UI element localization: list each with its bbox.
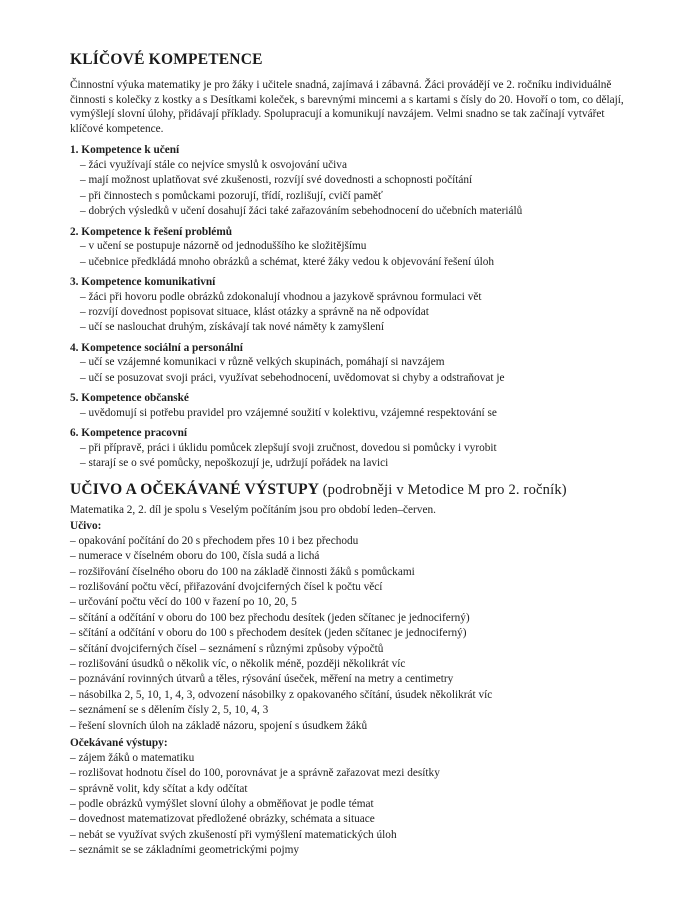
- list-item: – řešení slovních úloh na základě názoru, spojení s úsudkem žáků: [70, 719, 368, 732]
- competence-list: [70, 143, 638, 471]
- competence-items: [70, 441, 638, 472]
- list-item: – učí se naslouchat druhým, získávají tak nové náměty k zamyšlení: [80, 321, 384, 334]
- ucivo-heading: Učivo:: [70, 520, 102, 533]
- list-item: – rozšiřování číselného oboru do 100 na základě činnosti žáků s pomůckami: [70, 565, 415, 578]
- list-item: – uvědomují si potřebu pravidel pro vzájemné soužití v kolektivu, vzájemné respektování se: [80, 406, 497, 419]
- list-item: – rozlišování počtu věcí, přiřazování dvojciferných čísel k počtu věcí: [70, 581, 383, 594]
- intro-paragraph: Činnostní výuka matematiky je pro žáky i učitele snadná, zajímavá i zábavná. Žáci provádějí ve 2. ročníku individuálně činnosti s kolečky z kostky a s Desítkami koleček, s barevnými mincemi a s kartami s čísly do 20. Hovoří o tom, co dělají, vymýšlejí slovní úlohy, přidávají příklady. Spolupracují a komunikují navzájem. Velmi snadno se tak začínají vytvářet klíčové kompetence.: [70, 79, 624, 135]
- list-item: – starají se o své pomůcky, nepoškozují je, udržují pořádek na lavici: [80, 457, 389, 470]
- competence-block: [70, 426, 638, 471]
- competence-block: [70, 143, 638, 219]
- list-item: – žáci při hovoru podle obrázků zdokonalují vhodnou a jazykově správnou formulaci vět: [80, 290, 482, 303]
- list-item: – numerace v číselném oboru do 100, čísla sudá a lichá: [70, 550, 320, 563]
- ucivo-list: [70, 534, 638, 734]
- list-item: – žáci využívají stále co nejvíce smyslů k osvojování učiva: [80, 158, 347, 171]
- list-item: – zájem žáků o matematiku: [70, 751, 195, 764]
- list-item: – sčítání dvojciferných čísel – seznámení s různými způsoby výpočtů: [70, 642, 384, 655]
- competence-items: [70, 239, 638, 270]
- list-item: – učebnice předkládá mnoho obrázků a schémat, které žáky vedou k objevování řešení úloh: [80, 255, 495, 268]
- list-item: – správně volit, kdy sčítat a kdy odčítat: [70, 782, 248, 795]
- list-item: – rozlišování úsudků o několik víc, o několik méně, později několikrát víc: [70, 658, 406, 671]
- competence-items: [70, 158, 638, 220]
- list-item: – nebát se využívat svých zkušeností při vymýšlení matematických úloh: [70, 828, 397, 841]
- list-item: – dobrých výsledků v učení dosahují žáci také zařazováním sebehodnocení do učebních materiálů: [80, 205, 523, 218]
- competence-items: [70, 406, 638, 421]
- list-item: – rozlišovat hodnotu čísel do 100, porovnávat je a správně zařazovat mezi desítky: [70, 767, 440, 780]
- list-item: – sčítání a odčítání v oboru do 100 s přechodem desítek (jeden sčítanec je jednociferný): [70, 627, 467, 640]
- vystupy-list: [70, 751, 638, 859]
- list-item: – sčítání a odčítání v oboru do 100 bez přechodu desítek (jeden sčítanec je jednociferný): [70, 611, 470, 624]
- competence-title: 6. Kompetence pracovní: [70, 427, 188, 440]
- competence-title: 3. Kompetence komunikativní: [70, 276, 216, 288]
- list-item: – určování počtu věcí do 100 v řazení po 10, 20, 5: [70, 596, 297, 609]
- section-subtitle: (podrobněji v Metodice M pro 2. ročník): [322, 481, 567, 498]
- list-item: – učí se vzájemné komunikaci v různě velkých skupinách, pomáhají si navzájem: [80, 356, 445, 369]
- section-title-main: UČIVO A OČEKÁVANÉ VÝSTUPY: [70, 480, 319, 498]
- competence-block: [70, 225, 638, 270]
- competence-block: [70, 275, 638, 336]
- competence-title: 2. Kompetence k řešení problémů: [70, 225, 233, 238]
- competence-title: 4. Kompetence sociální a personální: [70, 341, 243, 354]
- competence-block: [70, 391, 638, 421]
- vystupy-heading: Očekávané výstupy:: [70, 737, 168, 750]
- competence-block: [70, 341, 638, 386]
- competence-title: 5. Kompetence občanské: [70, 392, 189, 405]
- section-title-key-competences: KLÍČOVÉ KOMPETENCE: [70, 51, 263, 68]
- list-item: – učí se posuzovat svoji práci, využívat sebehodnocení, uvědomovat si chyby a odstraňovat je: [80, 371, 505, 384]
- list-item: – poznávání rovinných útvarů a těles, rýsování úseček, měření na metry a centimetry: [70, 673, 454, 686]
- list-item: – seznámit se se základními geometrickými pojmy: [70, 844, 300, 857]
- competence-items: [70, 355, 638, 386]
- list-item: – rozvíjí dovednost popisovat situace, klást otázky a správně na ně odpovídat: [80, 306, 429, 318]
- section-title-curriculum: [70, 480, 638, 500]
- competence-title: 1. Kompetence k učení: [70, 144, 180, 157]
- list-item: – seznámení se s dělením čísly 2, 5, 10, 4, 3: [70, 704, 269, 717]
- list-item: – v učení se postupuje názorně od jednoduššího ke složitějšímu: [80, 240, 367, 253]
- competence-items: [70, 290, 638, 336]
- list-item: – dovednost matematizovat předložené obrázky, schémata a situace: [70, 813, 375, 826]
- list-item: – při přípravě, práci i úklidu pomůcek zlepšují svoji zručnost, dovedou si pomůcky i vyrobit: [80, 441, 497, 454]
- list-item: – násobilka 2, 5, 10, 1, 4, 3, odvození násobilky z opakovaného sčítání, úsudek několikrát víc: [70, 688, 493, 701]
- list-item: – při činnostech s pomůckami pozorují, třídí, rozlišují, cvičí paměť: [80, 189, 383, 202]
- list-item: – podle obrázků vymýšlet slovní úlohy a obměňovat je podle témat: [70, 797, 374, 810]
- list-item: – opakování počítání do 20 s přechodem přes 10 i bez přechodu: [70, 534, 359, 547]
- curriculum-intro: Matematika 2, 2. díl je spolu s Veselým počítáním jsou pro období leden–červen.: [70, 503, 436, 516]
- list-item: – mají možnost uplatňovat své zkušenosti, rozvíjí své dovednosti a schopnosti počítání: [80, 174, 473, 187]
